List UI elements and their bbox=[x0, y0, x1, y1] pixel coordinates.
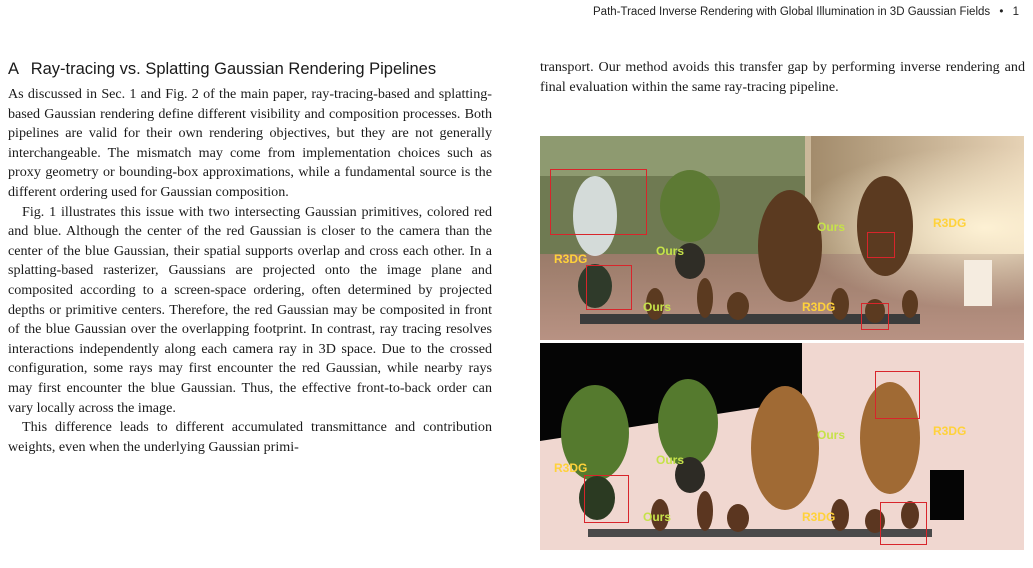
section-letter: A bbox=[8, 60, 19, 78]
highlight-box-torso-top bbox=[867, 232, 895, 258]
paragraph-2: Fig. 1 illustrates this issue with two intersecting Gaussian primitives, colored red and blue. Although the center of the red Gaussian is closer to the camera than the center of the blue Gaussian, their spatial supports overlap and cross each other. In a splatting-based rasterizer, Gaussians are projected onto the image plane and composited according to a screen-space ordering, often determined by projected depths or primitive centers. Therefore, the red Gaussian may be composited in front of the blue Gaussian over the overlapping footprint. In contrast, ray tracing resolves interactions independently along each camera ray in 3D space. Due to the crossed configuration, some rays may first encounter the red Gaussian, while nearby rays may first encounter the blue Gaussian. Thus, the effective front-to-back order can vary locally across the image. bbox=[8, 203, 492, 416]
label-r3dg-plant-top: R3DG bbox=[554, 252, 588, 266]
label-r3dg-vase-bottom: R3DG bbox=[802, 510, 836, 524]
page-number: 1 bbox=[1012, 6, 1019, 18]
right-paragraph: transport. Our method avoids this transfer gap by performing inverse rendering and final evaluation within the same ray-tracing pipeline. bbox=[540, 59, 1025, 95]
section-title bbox=[8, 60, 492, 79]
label-ours-armadillo-top: Ours bbox=[817, 220, 846, 234]
highlight-box-pot-bottom bbox=[584, 475, 629, 523]
paragraph-3: This difference leads to different accumulated transmittance and contribution weights, even when the underlying Gaussian primi- bbox=[8, 419, 492, 455]
highlight-box-vase-top bbox=[861, 303, 889, 330]
label-ours-armadillo-bottom: Ours bbox=[817, 428, 846, 442]
label-r3dg-plant-bottom: R3DG bbox=[554, 461, 588, 475]
highlight-box-torso-bottom bbox=[875, 371, 920, 419]
label-r3dg-armadillo-top: R3DG bbox=[933, 216, 967, 230]
label-r3dg-vase-top: R3DG bbox=[802, 300, 836, 314]
section-title-text: Ray-tracing vs. Splatting Gaussian Rendering Pipelines bbox=[30, 60, 437, 78]
highlight-box-pot-top bbox=[586, 265, 632, 310]
running-header bbox=[593, 6, 1019, 18]
comparison-figure bbox=[540, 136, 1024, 550]
right-column bbox=[540, 58, 1025, 97]
left-column bbox=[8, 60, 492, 457]
figure-panel-top bbox=[540, 136, 1024, 340]
label-r3dg-armadillo-bottom: R3DG bbox=[933, 424, 967, 438]
label-ours-plant-bottom: Ours bbox=[656, 453, 685, 467]
running-title: Path-Traced Inverse Rendering with Global Illumination in 3D Gaussian Fields bbox=[593, 6, 991, 18]
paragraph-1: As discussed in Sec. 1 and Fig. 2 of the main paper, ray-tracing-based and splatting-based Gaussian rendering define different visibility and composition processes. Both pipelines are valid for their own rendering objectives, but they are not generally interchangeable. The mismatch may come from implementation choices such as proxy geometry or bounding-box approximations, while a fundamental source is the different ordering used for Gaussian composition. bbox=[8, 86, 492, 200]
label-ours-vase-bottom: Ours bbox=[643, 510, 672, 524]
figure-panel-bottom bbox=[540, 343, 1024, 550]
highlight-box-plant-top bbox=[550, 169, 647, 235]
label-ours-vase-top: Ours bbox=[643, 300, 672, 314]
header-bullet: • bbox=[999, 6, 1004, 18]
label-ours-plant-top: Ours bbox=[656, 244, 685, 258]
highlight-box-vase-bottom bbox=[880, 502, 927, 545]
